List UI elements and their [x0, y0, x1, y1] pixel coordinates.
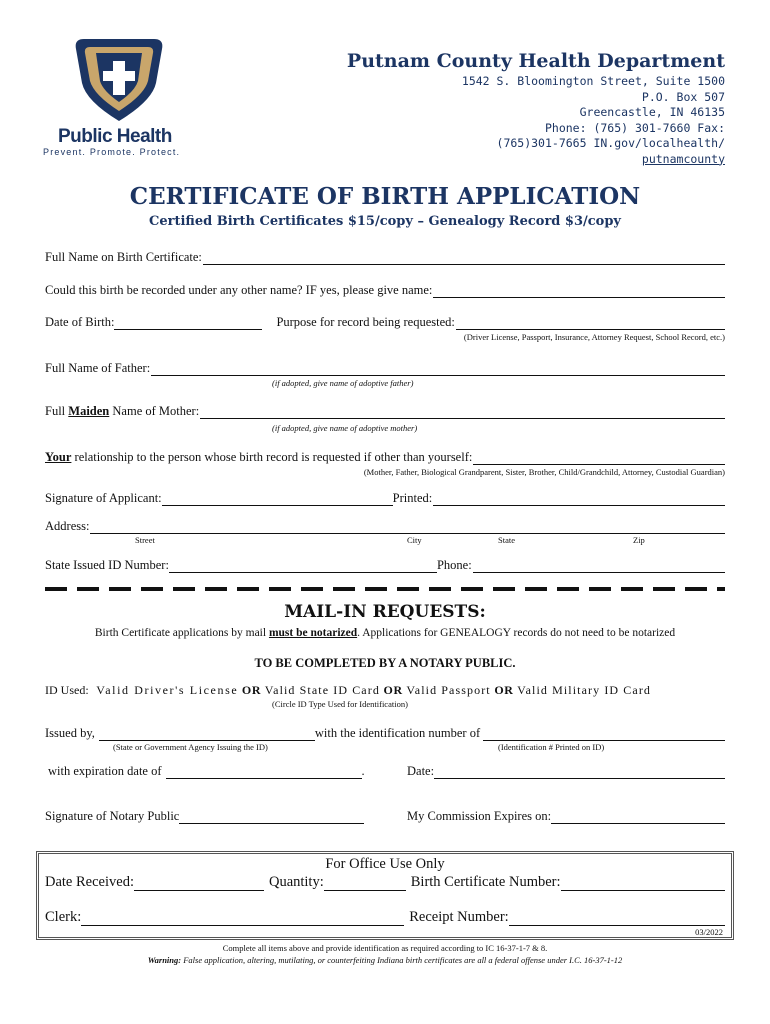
quantity-input[interactable]: [324, 876, 406, 891]
father-input[interactable]: [151, 363, 725, 376]
printed-label: Printed:: [392, 491, 433, 505]
dob-label: Date of Birth:: [45, 315, 115, 329]
clerk-label: Clerk:: [45, 909, 82, 925]
cut-line-divider: [45, 587, 725, 591]
signature-row: [45, 491, 725, 506]
address-city-hint: City: [407, 535, 422, 545]
signature-label: Signature of Applicant:: [45, 491, 162, 505]
mail-heading: MAIL-IN REQUESTS:: [284, 602, 486, 622]
address-line: 1542 S. Bloomington Street, Suite 1500: [461, 74, 725, 88]
logo: [40, 35, 195, 160]
id-used-label: ID Used:: [45, 683, 89, 697]
address-street-hint: Street: [135, 535, 155, 545]
address-line: (765)301-7665 IN.gov/localhealth/: [496, 136, 725, 150]
relationship-input[interactable]: [473, 452, 725, 465]
commission-row: [407, 809, 725, 824]
printed-input[interactable]: [433, 493, 725, 506]
issuer-hint: (State or Government Agency Issuing the ID): [113, 742, 268, 752]
expiration-input[interactable]: [166, 764, 362, 779]
father-row: [45, 361, 725, 376]
date-received-input[interactable]: [134, 876, 264, 891]
receipt-label: Receipt Number:: [409, 909, 509, 925]
id-phone-row: [45, 558, 725, 573]
issued-by-input[interactable]: [99, 726, 315, 741]
quantity-label: Quantity:: [268, 874, 324, 890]
form-subtitle: Certified Birth Certificates $15/copy – Genealogy Record $3/copy: [149, 214, 621, 229]
dob-input[interactable]: [114, 315, 262, 330]
address-line: P.O. Box 507: [641, 89, 725, 104]
footer-instructions: Complete all items above and provide identification as required according to IC 16-37-1-7 & 8.: [222, 943, 548, 953]
address-zip-hint: Zip: [633, 535, 645, 545]
receipt-input[interactable]: [509, 911, 725, 926]
office-use-box: [36, 851, 734, 940]
date-label: Date:: [407, 764, 435, 778]
other-name-row: [45, 283, 725, 298]
mother-row: [45, 404, 725, 419]
other-name-label: Could this birth be recorded under any other name? IF yes, please give name:: [45, 283, 433, 297]
id-option-military-id[interactable]: Valid Military ID Card: [517, 683, 652, 697]
address-line: Phone: (765) 301-7660 Fax:: [544, 120, 725, 135]
office-row-1: [45, 874, 725, 891]
address-label: Address:: [45, 519, 90, 533]
expiration-row: with expiration date of .: [48, 764, 365, 778]
id-used-row: ID Used: Valid Driver's License OR Valid State ID Card OR Valid Passport OR Valid Military ID Card: [45, 683, 652, 697]
logo-tagline: Prevent. Promote. Protect.: [43, 147, 181, 157]
id-hint: (Circle ID Type Used for Identification): [272, 699, 408, 709]
state-id-input[interactable]: [169, 558, 437, 573]
address-input[interactable]: [90, 521, 725, 534]
father-label: Full Name of Father:: [45, 361, 151, 375]
id-option-passport[interactable]: Valid Passport: [406, 683, 491, 697]
relationship-row: [45, 450, 725, 465]
with-id-label: with the identification number of: [314, 726, 481, 740]
phone-input[interactable]: [473, 560, 725, 573]
full-name-row: [45, 250, 725, 265]
commission-input[interactable]: [551, 811, 725, 824]
id-number-hint: (Identification # Printed on ID): [498, 742, 605, 752]
full-name-label: Full Name on Birth Certificate:: [45, 250, 202, 264]
revision-date: 03/2022: [695, 927, 723, 937]
expiration-label: with expiration date of: [48, 764, 162, 778]
signature-input[interactable]: [162, 491, 393, 506]
org-address: [462, 74, 725, 167]
issued-by-label: Issued by,: [45, 726, 95, 740]
id-number-input[interactable]: [483, 728, 725, 741]
footer-warning: Warning: False application, altering, mutilating, or counterfeiting Indiana birth certificates are all a federal offense under I.C. 16-37-1-12: [147, 955, 623, 965]
relationship-label: Your relationship to the person whose birth record is requested if other than yourself:: [45, 450, 473, 464]
full-name-input[interactable]: [203, 252, 725, 265]
id-option-state-id[interactable]: Valid State ID Card: [264, 683, 380, 697]
id-option-drivers-license[interactable]: Valid Driver's License: [96, 683, 239, 697]
address-row: [45, 519, 725, 534]
purpose-input[interactable]: [456, 317, 725, 330]
date-input[interactable]: [434, 766, 725, 779]
mother-input[interactable]: [200, 406, 725, 419]
other-name-input[interactable]: [433, 285, 725, 298]
father-hint: (if adopted, give name of adoptive father): [272, 378, 414, 388]
mail-note: Birth Certificate applications by mail must be notarized. Applications for GENEALOGY records do not need to be notarized: [94, 627, 676, 639]
issued-by-row: [45, 726, 725, 741]
notary-heading: TO BE COMPLETED BY A NOTARY PUBLIC.: [254, 656, 516, 670]
shield-cross-icon: [40, 35, 195, 125]
date-row: [407, 764, 725, 779]
dob-purpose-row: [45, 315, 725, 330]
purpose-hint: (Driver License, Passport, Insurance, Attorney Request, School Record, etc.): [463, 332, 725, 342]
office-heading: For Office Use Only: [325, 856, 445, 872]
commission-label: My Commission Expires on:: [407, 809, 552, 823]
form-title: CERTIFICATE OF BIRTH APPLICATION: [129, 183, 641, 210]
address-line: Greencastle, IN 46135: [579, 105, 725, 119]
mother-label: Full Maiden Name of Mother:: [45, 404, 200, 418]
cert-number-label: Birth Certificate Number:: [410, 874, 561, 890]
office-row-2: [45, 909, 725, 926]
cert-number-input[interactable]: [561, 876, 725, 891]
org-name: Putnam County Health Department: [346, 50, 725, 72]
logo-brand: Public Health: [58, 126, 172, 147]
notary-signature-row: [45, 809, 364, 824]
notary-signature-label: Signature of Notary Public: [45, 809, 180, 823]
address-line: putnamcounty: [641, 151, 725, 166]
mother-hint: (if adopted, give name of adoptive mother): [272, 423, 418, 433]
relationship-hint: (Mother, Father, Biological Grandparent, Sister, Brother, Child/Grandchild, Attorney, Custodial Guardian): [363, 467, 725, 477]
notary-signature-input[interactable]: [179, 809, 364, 824]
state-id-label: State Issued ID Number:: [45, 558, 169, 572]
address-state-hint: State: [498, 535, 515, 545]
purpose-label: Purpose for record being requested:: [276, 315, 455, 329]
clerk-input[interactable]: [81, 911, 404, 926]
phone-label: Phone:: [436, 558, 472, 572]
date-received-label: Date Received:: [45, 874, 134, 890]
